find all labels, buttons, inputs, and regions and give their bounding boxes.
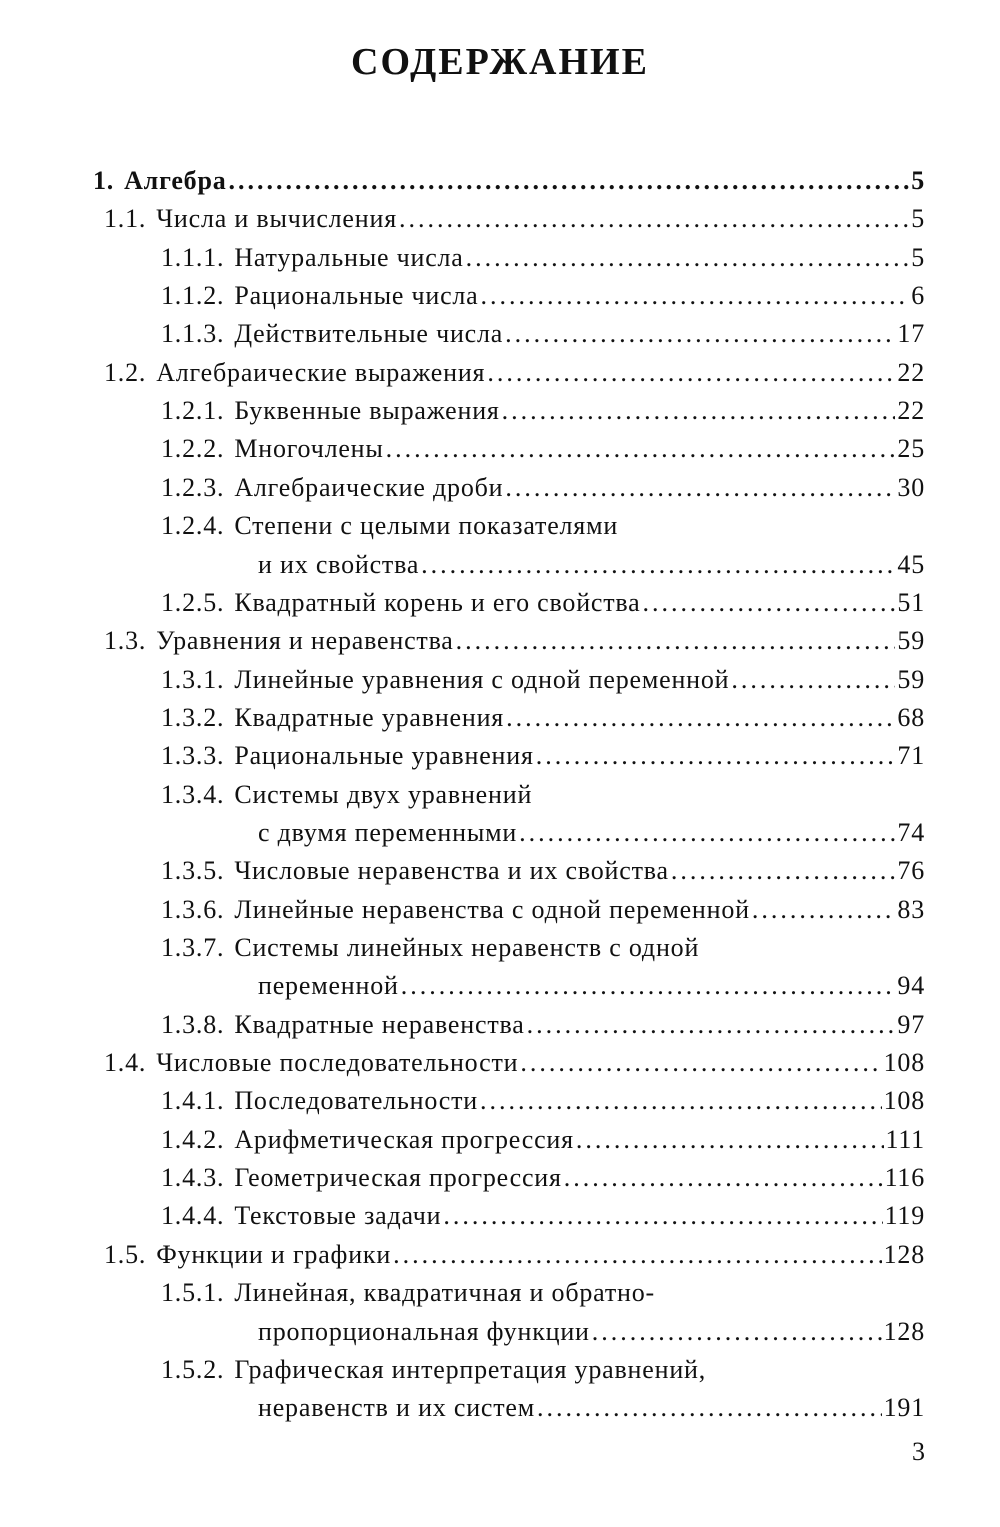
toc-entry-page: 25 — [897, 434, 925, 464]
dot-leader — [386, 430, 896, 468]
toc-entry-number: 1.1.2. — [161, 281, 225, 311]
toc-entry-continuation — [258, 814, 925, 852]
toc-entry-number: 1.2.1. — [161, 396, 225, 426]
dot-leader — [643, 584, 896, 622]
toc-entry-page: 76 — [897, 856, 925, 886]
toc-entry-number: 1.1.1. — [161, 242, 225, 272]
toc-entry-title-continued: переменной — [258, 971, 399, 1001]
toc-entry-number: 1.2.3. — [161, 472, 225, 502]
toc-entry-number: 1.3.6. — [161, 894, 225, 924]
toc-entry-page: 59 — [897, 664, 925, 694]
toc-entry-number: 1.3.2. — [161, 702, 225, 732]
toc-entry — [161, 469, 925, 507]
toc-entry-number: 1.2.2. — [161, 434, 225, 464]
toc-entry-title-continued: с двумя переменными — [258, 817, 518, 847]
toc-entry — [161, 737, 925, 775]
toc-entry — [161, 929, 925, 967]
dot-leader — [401, 967, 896, 1005]
toc-entry-page: 5 — [911, 204, 925, 234]
toc-entry — [161, 1082, 925, 1120]
toc-entry-title: Квадратные уравнения — [234, 702, 505, 732]
toc-entry-page: 45 — [897, 549, 925, 579]
toc-entry-page: 111 — [885, 1124, 925, 1154]
toc-entry-number: 1.1.3. — [161, 319, 225, 349]
toc-entry-title: Линейные уравнения с одной переменной — [234, 664, 730, 694]
toc-entry-title: Буквенные выражения — [234, 396, 500, 426]
toc-entry-number: 1. — [93, 166, 115, 195]
toc-entry-title: Уравнения и неравенства — [156, 626, 454, 656]
dot-leader — [502, 392, 896, 430]
dot-leader — [592, 1313, 882, 1351]
toc-entry-page: 5 — [911, 242, 925, 272]
toc-entry-continuation — [258, 546, 925, 584]
toc-entry — [161, 584, 925, 622]
dot-leader — [393, 1236, 882, 1274]
toc-entry-number: 1.5.2. — [161, 1354, 225, 1384]
toc-entry — [161, 1121, 925, 1159]
toc-entry — [161, 277, 925, 315]
toc-entry-title: Алгебра — [124, 166, 227, 195]
toc-entry — [104, 200, 925, 238]
toc-entry — [161, 1006, 925, 1044]
toc-entry-number: 1.3.5. — [161, 856, 225, 886]
dot-leader — [505, 315, 895, 353]
dot-leader — [456, 622, 896, 660]
page-title: СОДЕРЖАНИЕ — [351, 41, 649, 83]
toc-entry — [104, 622, 925, 660]
toc-entry-title: Числа и вычисления — [156, 204, 397, 234]
toc-entry-title-continued: и их свойства — [258, 549, 420, 579]
toc-entry-title: Системы линейных неравенств с одной — [234, 933, 700, 962]
toc-entry-title: Текстовые задачи — [234, 1201, 442, 1231]
toc-entry-page: 108 — [883, 1086, 925, 1116]
toc-entry-page: 83 — [897, 894, 925, 924]
toc-entry-page: 22 — [897, 357, 925, 387]
toc-entry-page: 17 — [897, 319, 925, 349]
toc-entry-page: 128 — [883, 1316, 925, 1346]
page-number: 3 — [912, 1437, 925, 1466]
toc-entry-number: 1.1. — [104, 204, 147, 234]
toc-entry — [161, 315, 925, 353]
toc-entry — [93, 162, 925, 200]
toc-entry-page: 108 — [883, 1048, 925, 1078]
dot-leader — [537, 1389, 882, 1427]
toc-entry-number: 1.4.1. — [161, 1086, 225, 1116]
toc-entry-title: Действительные числа — [234, 319, 504, 349]
toc-entry-number: 1.5.1. — [161, 1278, 225, 1308]
toc-entry-title: Алгебраические выражения — [156, 357, 486, 387]
toc-entry — [161, 1351, 925, 1389]
toc-entry-title: Квадратные неравенства — [234, 1009, 525, 1039]
toc-entry-title-continued: пропорциональная функции — [258, 1316, 590, 1346]
toc-entry-number: 1.2.4. — [161, 511, 225, 541]
toc-entry-title: Степени с целыми показателями — [234, 511, 619, 541]
toc-entry-number: 1.4. — [104, 1048, 147, 1078]
toc-entry-page: 94 — [897, 971, 925, 1001]
toc-entry — [104, 1236, 925, 1274]
toc-entry — [161, 1197, 925, 1235]
dot-leader — [564, 1159, 883, 1197]
toc-entry-page: 74 — [897, 817, 925, 847]
toc-entry-page: 71 — [897, 741, 925, 771]
dot-leader — [480, 1082, 882, 1120]
toc-entry-title: Квадратный корень и его свойства — [234, 587, 641, 617]
toc-entry-title: Геометрическая прогрессия — [234, 1163, 562, 1193]
dot-leader — [421, 546, 895, 584]
dot-leader — [443, 1197, 882, 1235]
toc-entry-title: Системы двух уравнений — [234, 779, 533, 809]
toc-entry-number: 1.4.3. — [161, 1163, 225, 1193]
toc-entry-continuation — [258, 1389, 925, 1427]
toc-entry-page: 6 — [911, 281, 925, 311]
toc-entry — [161, 430, 925, 468]
toc-entry — [161, 507, 925, 545]
dot-leader — [487, 354, 895, 392]
toc-entry — [161, 239, 925, 277]
toc-entry-title: Числовые неравенства и их свойства — [234, 856, 669, 886]
toc-entry-number: 1.3.7. — [161, 933, 225, 962]
toc-entry-page: 128 — [883, 1239, 925, 1269]
toc-entry-page: 30 — [897, 472, 925, 502]
dot-leader — [527, 1006, 896, 1044]
toc-entry-title: Натуральные числа — [234, 242, 464, 272]
toc-entry-number: 1.3.4. — [161, 779, 225, 809]
toc-entry-page: 51 — [897, 587, 925, 617]
toc-entry-number: 1.3. — [104, 626, 147, 656]
toc-entry — [161, 776, 925, 814]
dot-leader — [731, 661, 895, 699]
toc-entry-title: Алгебраические дроби — [234, 472, 504, 502]
dot-leader — [752, 891, 896, 929]
dot-leader — [536, 737, 896, 775]
toc-entry-page: 97 — [897, 1009, 925, 1039]
toc-entry-page: 116 — [884, 1163, 925, 1193]
toc-entry-number: 1.2. — [104, 357, 147, 387]
toc-entry-page: 119 — [884, 1201, 925, 1231]
toc-entry-title-continued: неравенств и их систем — [258, 1393, 536, 1423]
toc-entry-title: Рациональные числа — [234, 281, 479, 311]
toc-entry-title: Функции и графики — [156, 1239, 392, 1269]
dot-leader — [466, 239, 910, 277]
toc-entry-continuation — [258, 1313, 925, 1351]
toc-entry-title: Линейная, квадратичная и обратно- — [234, 1278, 655, 1308]
toc-entry-page: 59 — [897, 626, 925, 656]
toc-entry-number: 1.4.2. — [161, 1124, 225, 1154]
toc-entry-title: Арифметическая прогрессия — [234, 1124, 574, 1154]
dot-leader — [671, 852, 896, 890]
toc-entry — [161, 661, 925, 699]
toc-entry — [161, 1274, 925, 1312]
toc-entry-page: 5 — [911, 166, 925, 195]
toc-entry-title: Последовательности — [234, 1086, 478, 1116]
toc-entry-number: 1.5. — [104, 1239, 147, 1269]
toc-entry-number: 1.3.1. — [161, 664, 225, 694]
dot-leader — [399, 200, 909, 238]
toc-entry — [161, 1159, 925, 1197]
toc-entry-page: 22 — [897, 396, 925, 426]
toc-entry-continuation — [258, 967, 925, 1005]
toc-entry-number: 1.3.8. — [161, 1009, 225, 1039]
dot-leader — [481, 277, 910, 315]
dot-leader — [576, 1121, 884, 1159]
toc-entry-title: Числовые последовательности — [156, 1048, 519, 1078]
dot-leader — [520, 1044, 881, 1082]
toc-entry-title: Линейные неравенства с одной переменной — [234, 894, 750, 924]
dot-leader — [506, 699, 895, 737]
toc-entry-title: Рациональные уравнения — [234, 741, 534, 771]
toc-entry — [161, 891, 925, 929]
dot-leader — [229, 162, 910, 200]
toc-entry — [104, 354, 925, 392]
toc-entry-number: 1.4.4. — [161, 1201, 225, 1231]
toc-entry-title: Многочлены — [234, 434, 384, 464]
dot-leader — [519, 814, 895, 852]
toc-entry — [161, 392, 925, 430]
toc-entry — [104, 1044, 925, 1082]
toc-entry-number: 1.2.5. — [161, 587, 225, 617]
toc-entry-title: Графическая интерпретация уравнений, — [234, 1354, 707, 1384]
toc-entry-number: 1.3.3. — [161, 741, 225, 771]
toc-entry-page: 191 — [883, 1393, 925, 1423]
toc-entry — [161, 852, 925, 890]
dot-leader — [505, 469, 895, 507]
toc-entry — [161, 699, 925, 737]
toc-entry-page: 68 — [897, 702, 925, 732]
